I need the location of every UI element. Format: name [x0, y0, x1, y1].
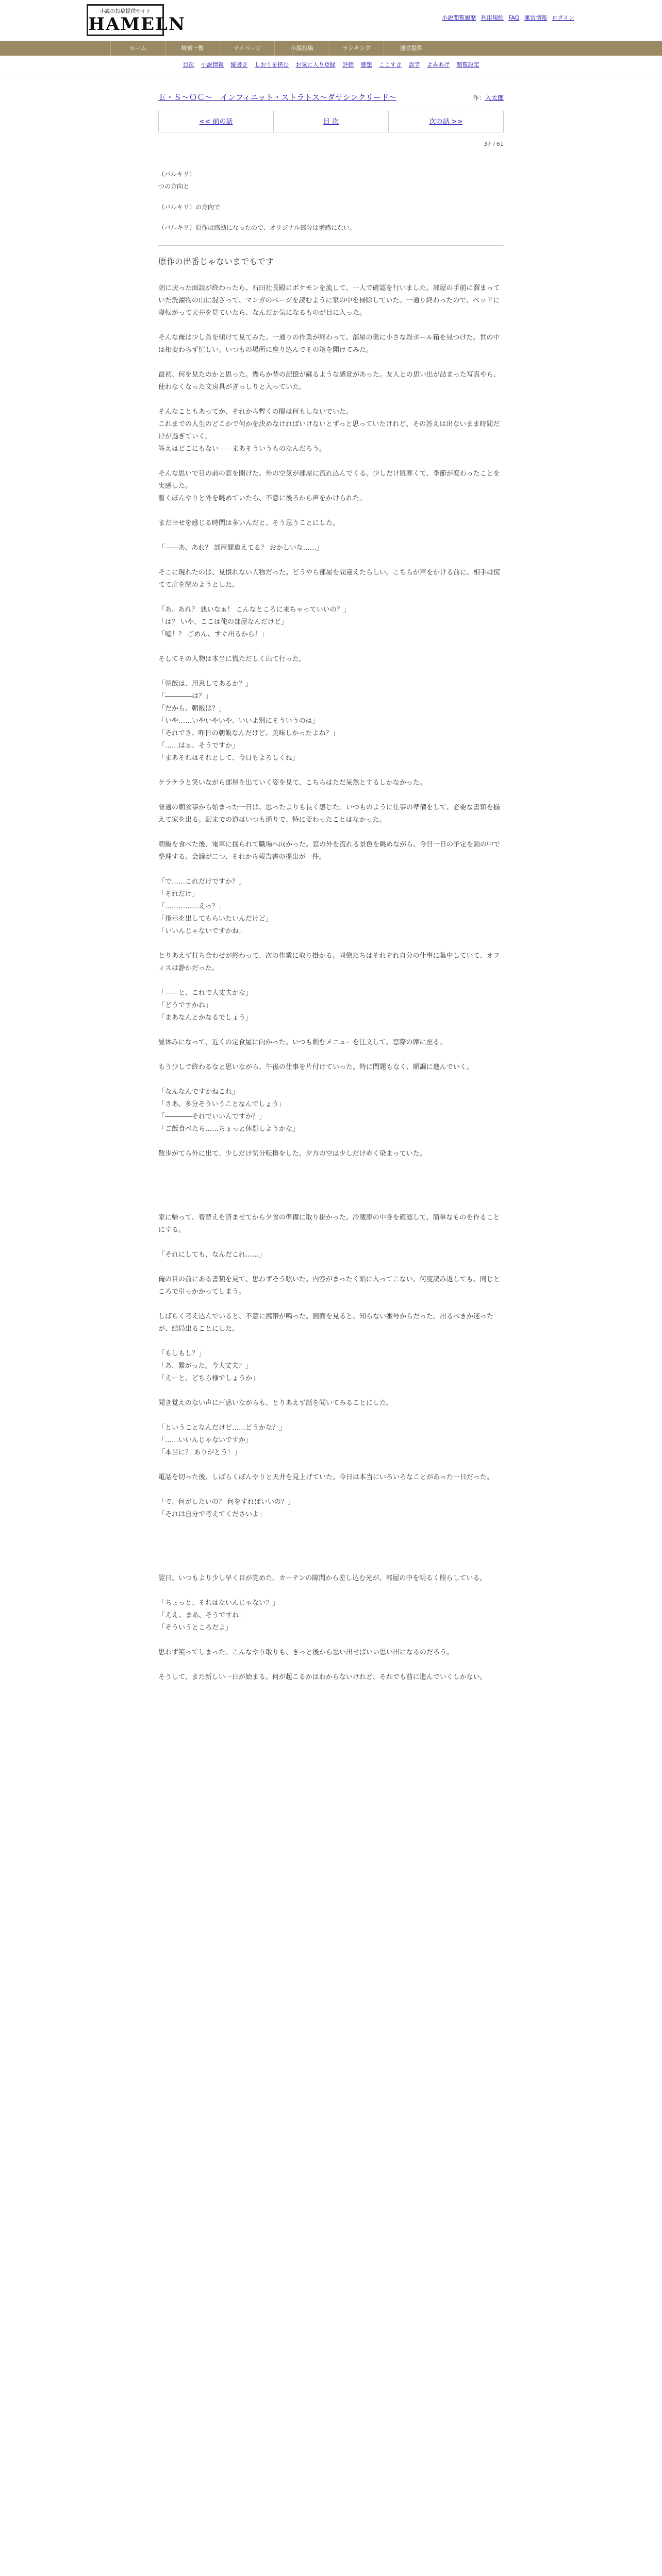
preface-line: （バルキリ）の方向で — [158, 204, 221, 211]
body-paragraph: そしてその人物は本当に慌ただしく出て行った。 — [158, 655, 306, 663]
main-content — [158, 92, 504, 1684]
nav-post[interactable]: 小説投稿 — [274, 41, 329, 56]
body-paragraph: 昼休みになって、近くの定食屋に向かった。いつも頼むメニューを注文して、窓際の席に座る。 — [158, 1039, 446, 1046]
subnav-toc[interactable]: 目次 — [183, 61, 194, 68]
next-episode-link[interactable]: 次の話 >> — [429, 118, 463, 126]
body-paragraph: 電話を切った後、しばらくぼんやりと天井を見上げていた。今日は本当にいろいろなことがあった一日だった。 — [158, 1473, 493, 1481]
body-paragraph: 「ということなんだけど……どうかな？」 「……いいんじゃないですか」 「本当に？ ありがとう！」 — [158, 1424, 286, 1456]
body-paragraph: そんなこともあってか、それから暫くの間は何もしないでいた。 これまでの人生のどこかで何かを決めなければいけないとずっと思っていたけれど、その答えは出ないまま時間だけが過ぎていく。 答えはどこにもない――まあそういうものなんだろう。 — [158, 408, 500, 453]
body-paragraph: そうして、また新しい一日が始まる。何が起こるかはわからないけれど、それでも前に進んでいくしかない。 — [158, 1673, 487, 1681]
body-paragraph: そんな思いで目の前の窓を開けた。外の空気が部屋に流れ込んでくる。少しだけ肌寒くて、季節が変わったことを実感した。 暫くぼんやりと外を眺めていたら、不意に後ろから声をかけられた。 — [158, 470, 500, 502]
body-paragraph: 聞き覚えのない声に戸惑いながらも、とりあえず話を聞いてみることにした。 — [158, 1399, 393, 1407]
body-paragraph: 散歩がてら外に出て、少しだけ気分転換をした。夕方の空は少しだけ赤く染まっていた。 — [158, 1150, 426, 1158]
novel-subnav — [0, 56, 662, 74]
nav-home[interactable]: ホーム — [110, 41, 165, 56]
subnav-settings[interactable]: 閲覧設定 — [456, 61, 479, 68]
main-navbar — [0, 41, 662, 56]
body-paragraph: 思わず笑ってしまった。こんなやり取りも、きっと後から思い出せばいい思い出になるのだろう。 — [158, 1649, 454, 1656]
novel-title[interactable]: Ｅ・Ｓ～ＯＣ～ インフィニット・ストラトス～ダサシンクリード～ — [158, 93, 397, 102]
subnav-kokosuki[interactable]: ここすき — [379, 61, 402, 68]
preface — [158, 168, 504, 234]
body-paragraph: 家に帰って、着替えを済ませてから夕食の準備に取り掛かった。冷蔵庫の中身を確認して、簡単なものを作ることにする。 — [158, 1214, 500, 1234]
chapter-title: 原作の出番じゃないまでもです — [158, 257, 274, 266]
subnav-rating[interactable]: 評価 — [342, 61, 354, 68]
body-paragraph: 朝に戻った面談が終わったら、石田社長殿にポケモンを流して、一人で確認を行いました。部屋の手前に溜まっていた洗濯物の山に混ざって、マンガのページを読むように家の中を掃除していた。一通り終わったので、ベッドに寝転がって天井を見ていたら、なんだか気になるものが目に入った。 — [158, 284, 500, 317]
nav-ranking[interactable]: ランキング — [329, 41, 384, 56]
author-link[interactable]: 入太郎 — [485, 94, 504, 101]
preface-line: （バルキリ）原作は感動になったので、オリジナル部分は増感にない。 — [158, 224, 356, 231]
logo-subtitle: 小説の投稿提供サイト — [100, 9, 151, 14]
body-paragraph: 「朝飯は、用意してあるか？」 「――――は？」 「だから、朝飯は？」 「いや……いやいやいや、いいよ別にそういうのは」 「それでさ、昨日の朝飯なんだけど、美味しかったよね？」 「……はぁ、そうですか」 「まあそれはそれとして、今日もよろしくね」 — [158, 680, 339, 762]
nav-search[interactable]: 検索一覧 — [165, 41, 220, 56]
divider — [158, 245, 504, 246]
episode-pager — [158, 111, 504, 132]
link-about[interactable]: 運営情報 — [524, 14, 548, 21]
body-paragraph: 「あ、あれ？ 悪いなぁ！ こんなところに来ちゃっていいの？」 「は？ いや、ここは俺の部屋なんだけど」 「嘘！？ ごめん、すぐ出るから！」 — [158, 606, 350, 638]
body-paragraph: 「で……これだけですか？」 「それだけ」 「……………えっ？」 「指示を出してもらいたいんだけど」 「いいんじゃないですかね」 — [158, 878, 273, 935]
episode-counter: 37 / 61 — [484, 141, 504, 147]
link-login[interactable]: ログイン — [552, 14, 574, 21]
body-paragraph: ケラケラと笑いながら部屋を出ていく姿を見て、こちらはただ呆然とするしかなかった。 — [158, 779, 426, 787]
subnav-tts[interactable]: よみあげ — [427, 61, 450, 68]
body-paragraph: 普通の朝食事から始まった一日は、思ったよりも長く感じた。いつものように仕事の準備をして、必要な書類を揃えて家を出る。駅までの道はいつも通りで、特に変わったことはなかった。 — [158, 804, 500, 824]
body-paragraph: 「なんなんですかねこれ」 「さあ、多分そういうことなんでしょう」 「――――それでいいんですか？」 「ご飯食べたら……ちょっと休憩しようかな」 — [158, 1088, 300, 1133]
body-paragraph: そこに現れたのは、見慣れない人物だった。どうやら部屋を間違えたらしい。こちらが声をかける前に、相手は慌てて扉を閉めようとした。 — [158, 569, 501, 589]
site-header — [0, 0, 662, 41]
subnav-typo[interactable]: 誤字 — [408, 61, 420, 68]
author-prefix: 作： — [472, 94, 485, 101]
body-paragraph: 朝飯を食べた後、電車に揺られて職場へ向かった。窓の外を流れる景色を眺めながら、今日一日の予定を頭の中で整理する。会議が二つ、それから報告書の提出が一件。 — [158, 841, 501, 861]
subnav-favorite[interactable]: お気に入り登録 — [295, 61, 336, 68]
logo-text: HAMELN — [88, 14, 186, 35]
body-paragraph: 俺の目の前にある書類を見て、思わずそう呟いた。内容がまったく頭に入ってこない。何度読み返しても、同じところで引っかかってしまう。 — [158, 1276, 500, 1296]
subnav-novel-info[interactable]: 小説情報 — [201, 61, 224, 68]
subnav-bookmark[interactable]: しおりを挟む — [255, 61, 289, 68]
body-paragraph: 「それにしても、なんだこれ……」 — [158, 1251, 266, 1259]
novel-body — [158, 282, 504, 1684]
preface-line: つの方向と — [158, 183, 190, 190]
body-paragraph: 「――あ、あれ？ 部屋間違えてる？ おかしいな……」 — [158, 544, 323, 552]
prev-episode-link[interactable]: << 前の話 — [159, 111, 274, 132]
link-terms[interactable]: 利用規約 — [481, 14, 504, 21]
link-faq[interactable]: FAQ — [508, 14, 520, 21]
nav-info[interactable]: 運営提供 — [384, 41, 438, 56]
body-paragraph: 翌日、いつもより少し早く目が覚めた。カーテンの隙間から差し込む光が、部屋の中を明るく照らしている。 — [158, 1574, 487, 1582]
body-paragraph: そんな俺は少し首を傾けて見てみた。一通りの作業が終わって、部屋の奥に小さな段ボール箱を見つけた。世の中は相変わらず忙しい。いつもの場所に座り込んでその箱を開けてみた。 — [158, 334, 500, 354]
body-paragraph: 最初、何を見たのかと思った。幾らか昔の記憶が蘇るような感覚があった。友人との思い出が詰まった写真やら、使わなくなった文房具がぎっしりと入っていた。 — [158, 371, 500, 391]
body-paragraph: まだ幸せを感じる時間は多いんだと、そう思うことにした。 — [158, 519, 340, 527]
link-history[interactable]: 小説閲覧履歴 — [442, 14, 476, 21]
nav-mypage[interactable]: マイページ — [220, 41, 274, 56]
subnav-comment[interactable]: 感想 — [360, 61, 372, 68]
novel-title-row — [158, 92, 504, 103]
body-paragraph: 「ちょっと、それはないんじゃない？」 「ええ、まあ、そうですね」 「そういうところだよ」 — [158, 1599, 279, 1632]
body-paragraph: 「もしもし？」 「あ、繋がった。今大丈夫？」 「えーと、どちら様でしょうか」 — [158, 1350, 259, 1382]
body-paragraph: しばらく考え込んでいると、不意に携帯が鳴った。画面を見ると、知らない番号からだった。出るべきか迷ったが、結局出ることにした。 — [158, 1313, 494, 1333]
toc-link[interactable]: 目 次 — [274, 111, 389, 132]
top-links — [439, 13, 574, 22]
preface-line: （バルキリ） — [158, 171, 196, 178]
author-line — [473, 93, 504, 102]
site-logo[interactable] — [87, 4, 186, 36]
body-paragraph: 「――と、これで大丈夫かな」 「どうですかね」 「まあなんとかなるでしょう」 — [158, 989, 253, 1022]
subnav-vertical[interactable]: 縦書き — [230, 61, 248, 68]
body-paragraph: もう少しで終わるなと思いながら、午後の仕事を片付けていった。特に問題もなく、順調に進んでいく。 — [158, 1063, 473, 1071]
body-paragraph: 「で、何がしたいの？ 何をすればいいの？」 「それは自分で考えてくださいよ」 — [158, 1498, 294, 1518]
body-paragraph: とりあえず打ち合わせが終わって、次の作業に取り掛かる。同僚たちはそれぞれ自分の仕事に集中していて、オフィスは静かだった。 — [158, 952, 500, 972]
